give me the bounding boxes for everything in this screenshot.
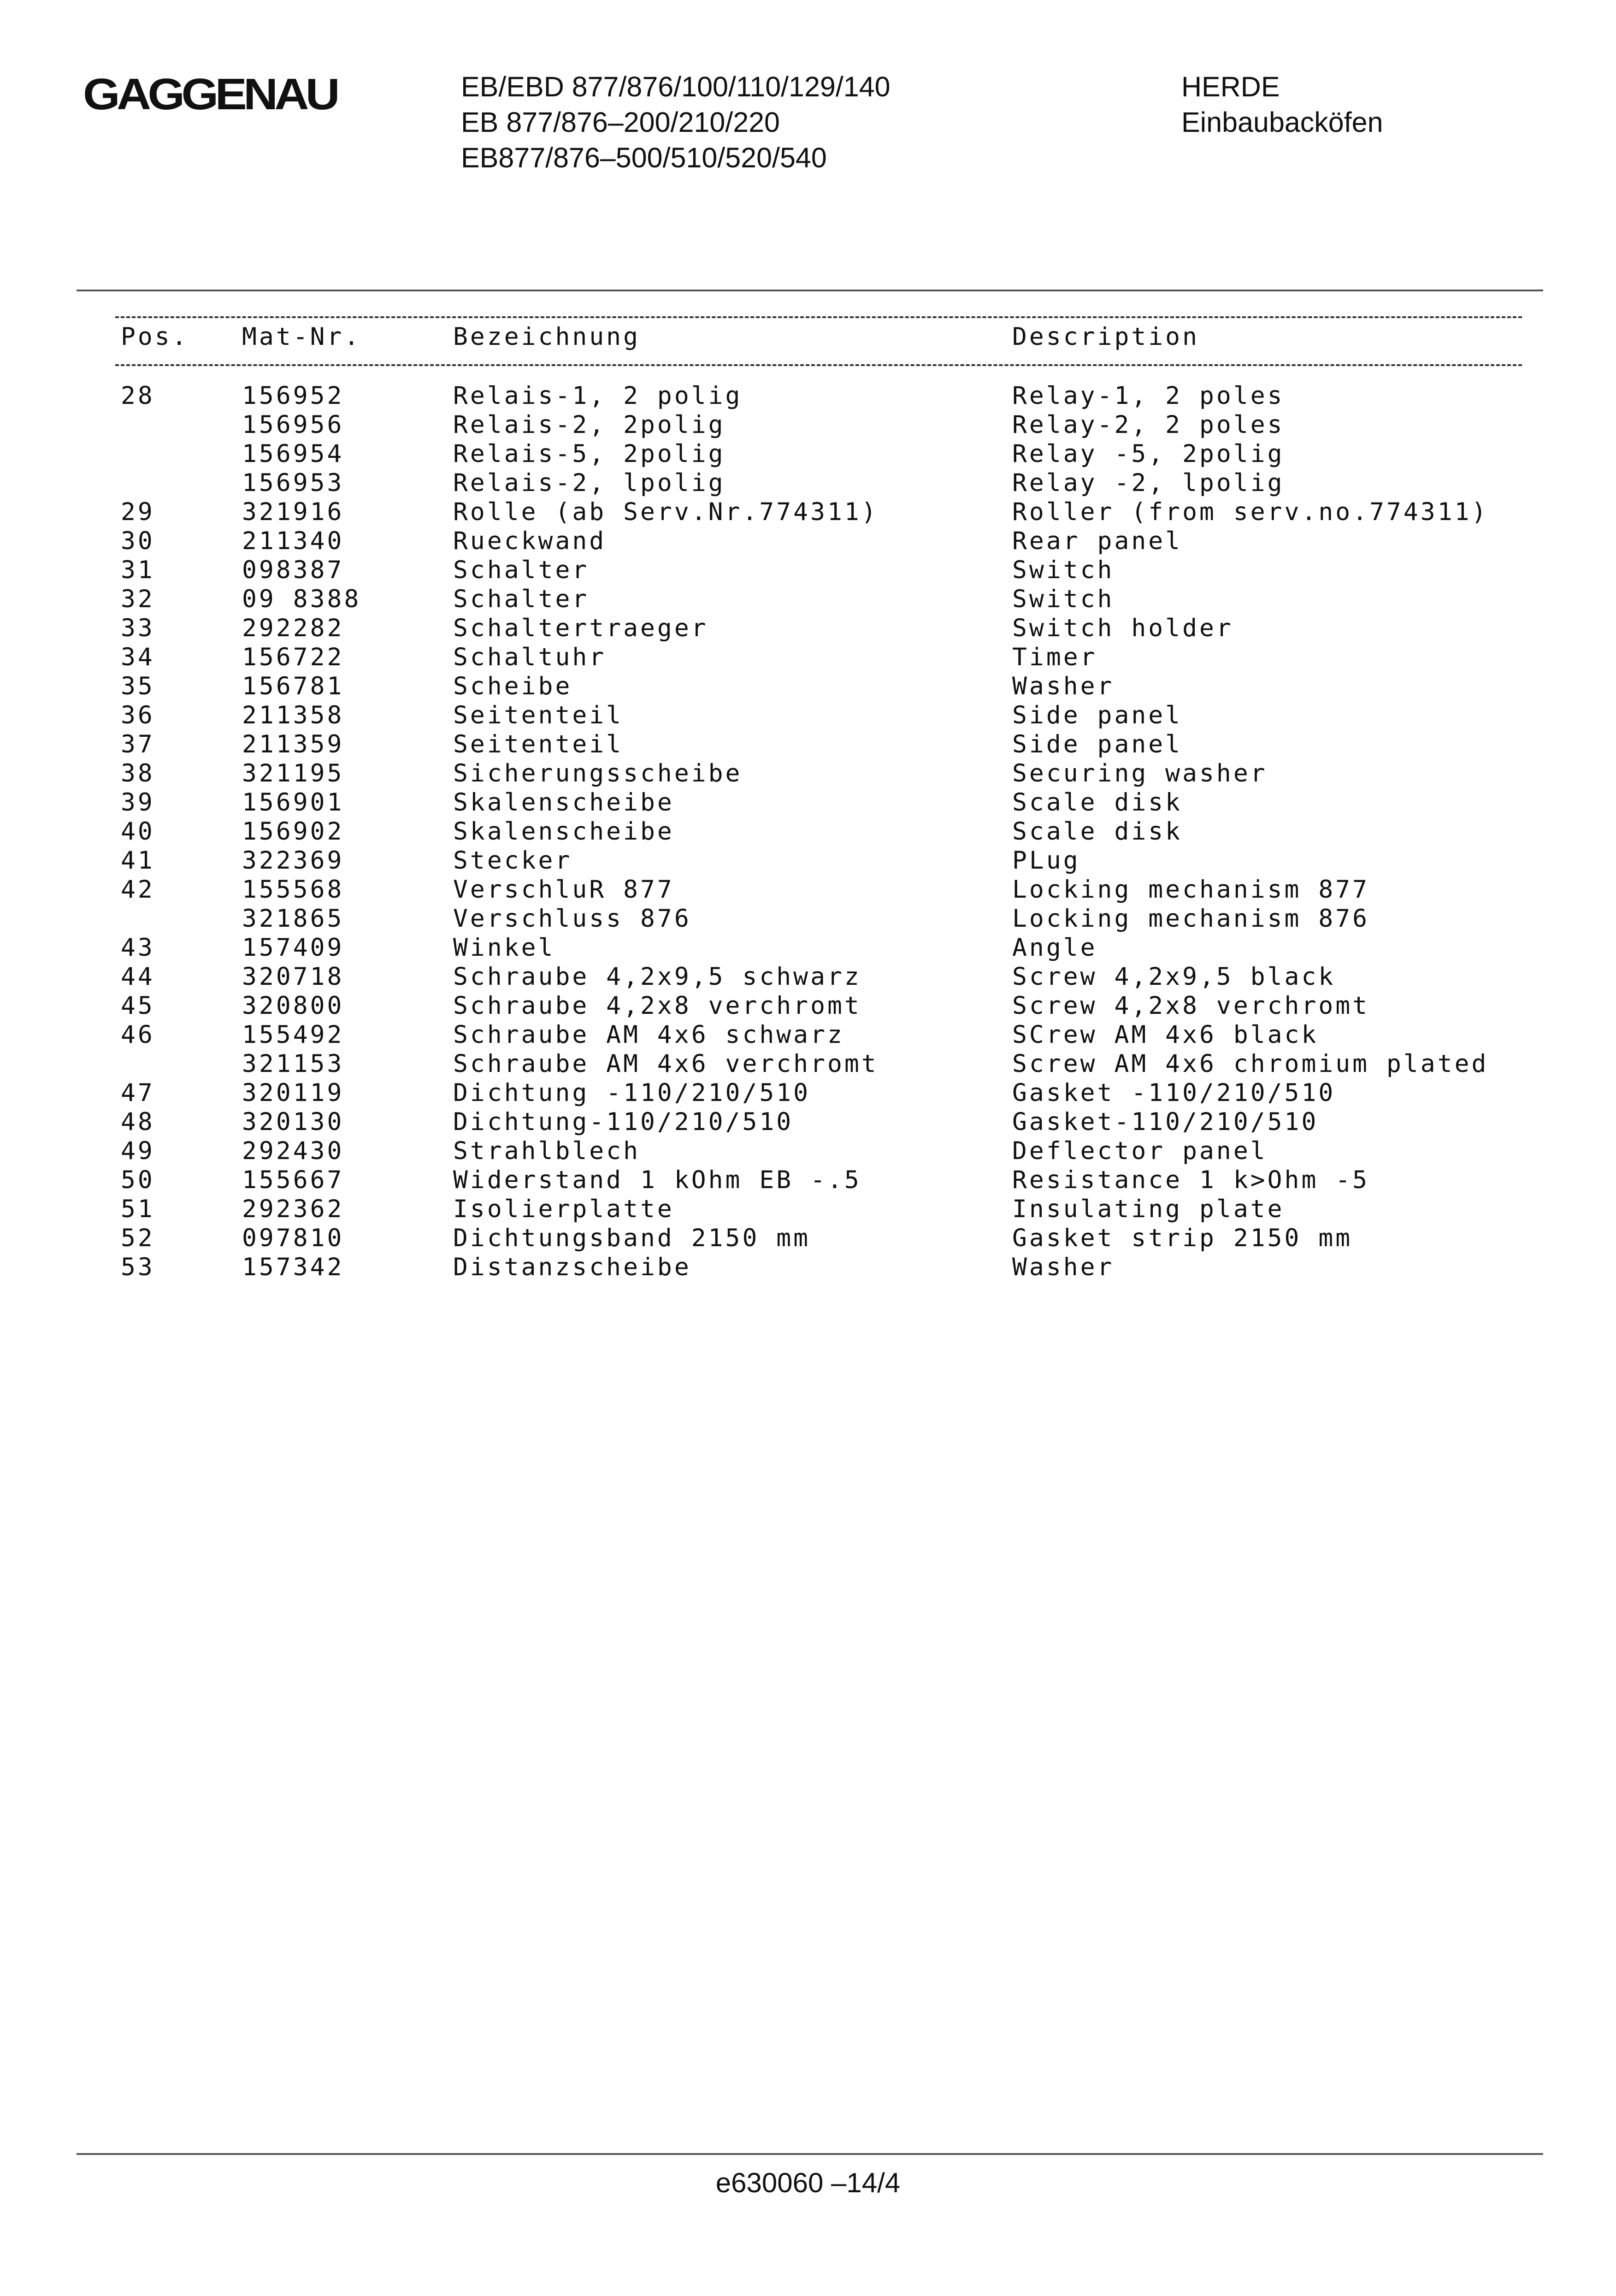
cell-description: Locking mechanism 876 <box>1012 905 1370 933</box>
cell-mat-nr: 292282 <box>242 614 344 642</box>
cell-mat-nr: 320800 <box>242 992 344 1020</box>
col-header-description: Description <box>1012 323 1199 351</box>
cell-bezeichnung: Widerstand 1 kOhm EB -.5 <box>453 1166 861 1194</box>
cell-mat-nr: 098387 <box>242 556 344 584</box>
cell-pos: 51 <box>121 1195 155 1223</box>
cell-bezeichnung: Schaltuhr <box>453 643 607 671</box>
cell-description: Relay -2, lpolig <box>1012 469 1285 497</box>
cell-mat-nr: 211358 <box>242 701 344 729</box>
cell-mat-nr: 155568 <box>242 876 344 904</box>
cell-bezeichnung: Winkel <box>453 934 555 962</box>
cell-mat-nr: 155492 <box>242 1021 344 1049</box>
table-row <box>0 410 1616 439</box>
cell-description: Switch <box>1012 556 1115 584</box>
cell-bezeichnung: Dichtungsband 2150 mm <box>453 1224 811 1252</box>
category-title: HERDE <box>1181 71 1280 102</box>
table-row <box>0 672 1616 701</box>
cell-description: Washer <box>1012 672 1115 700</box>
cell-pos: 38 <box>121 759 155 787</box>
table-row <box>0 1049 1616 1078</box>
cell-bezeichnung: Distanzscheibe <box>453 1253 691 1281</box>
table-row <box>0 817 1616 846</box>
cell-mat-nr: 097810 <box>242 1224 344 1252</box>
cell-bezeichnung: Rolle (ab Serv.Nr.774311) <box>453 498 879 526</box>
cell-description: Resistance 1 k>Ohm -5 <box>1012 1166 1370 1194</box>
cell-mat-nr: 292430 <box>242 1137 344 1165</box>
cell-bezeichnung: Isolierplatte <box>453 1195 674 1223</box>
table-row <box>0 875 1616 904</box>
cell-description: Angle <box>1012 934 1097 962</box>
category-subtitle: Einbaubacköfen <box>1181 107 1383 138</box>
cell-mat-nr: 321153 <box>242 1050 344 1078</box>
cell-description: Relay -5, 2polig <box>1012 440 1285 468</box>
cell-bezeichnung: Scheibe <box>453 672 572 700</box>
cell-mat-nr: 157409 <box>242 934 344 962</box>
cell-description: PLug <box>1012 846 1080 875</box>
cell-description: Deflector panel <box>1012 1137 1268 1165</box>
cell-mat-nr: 157342 <box>242 1253 344 1281</box>
cell-bezeichnung: Schalter <box>453 585 590 613</box>
cell-mat-nr: 156956 <box>242 411 344 439</box>
table-row <box>0 1195 1616 1224</box>
cell-bezeichnung: Schraube AM 4x6 verchromt <box>453 1050 879 1078</box>
bottom-divider <box>77 2153 1543 2155</box>
cell-pos: 42 <box>121 876 155 904</box>
cell-bezeichnung: Rueckwand <box>453 527 607 555</box>
cell-pos: 34 <box>121 643 155 671</box>
table-row <box>0 759 1616 788</box>
cell-pos: 32 <box>121 585 155 613</box>
cell-mat-nr: 156902 <box>242 817 344 846</box>
table-row <box>0 701 1616 730</box>
cell-pos: 47 <box>121 1079 155 1107</box>
table-row <box>0 614 1616 643</box>
cell-description: Rear panel <box>1012 527 1183 555</box>
product-category <box>1181 69 1383 140</box>
cell-bezeichnung: Schraube AM 4x6 schwarz <box>453 1021 844 1049</box>
model-line: EB 877/876–200/210/220 <box>461 107 780 138</box>
cell-bezeichnung: Relais-2, lpolig <box>453 469 725 497</box>
cell-mat-nr: 320718 <box>242 963 344 991</box>
cell-description: Switch holder <box>1012 614 1233 642</box>
cell-description: Locking mechanism 877 <box>1012 876 1370 904</box>
table-row <box>0 991 1616 1020</box>
cell-description: Relay-1, 2 poles <box>1012 382 1285 410</box>
model-line: EB877/876–500/510/520/540 <box>461 142 827 173</box>
cell-description: Scale disk <box>1012 817 1183 846</box>
table-row <box>0 439 1616 468</box>
cell-bezeichnung: Relais-1, 2 polig <box>453 382 743 410</box>
cell-bezeichnung: Schraube 4,2x9,5 schwarz <box>453 963 861 991</box>
cell-bezeichnung: Schraube 4,2x8 verchromt <box>453 992 861 1020</box>
cell-description: Side panel <box>1012 730 1183 758</box>
cell-pos: 50 <box>121 1166 155 1194</box>
cell-description: Timer <box>1012 643 1097 671</box>
table-row <box>0 846 1616 875</box>
table-row <box>0 730 1616 759</box>
cell-mat-nr: 156954 <box>242 440 344 468</box>
cell-pos: 29 <box>121 498 155 526</box>
cell-description: Roller (from serv.no.774311) <box>1012 498 1489 526</box>
table-row <box>0 904 1616 933</box>
table-row <box>0 1253 1616 1282</box>
cell-mat-nr: 320119 <box>242 1079 344 1107</box>
cell-mat-nr: 156722 <box>242 643 344 671</box>
col-header-mat-nr: Mat-Nr. <box>242 323 361 351</box>
table-row <box>0 585 1616 614</box>
table-row <box>0 1136 1616 1166</box>
table-row <box>0 556 1616 585</box>
cell-bezeichnung: Seitenteil <box>453 701 624 729</box>
cell-pos: 31 <box>121 556 155 584</box>
cell-pos: 28 <box>121 382 155 410</box>
cell-mat-nr: 156952 <box>242 382 344 410</box>
cell-description: Gasket-110/210/510 <box>1012 1108 1319 1136</box>
cell-description: Scale disk <box>1012 788 1183 817</box>
cell-bezeichnung: Strahlblech <box>453 1137 640 1165</box>
table-row <box>0 1166 1616 1195</box>
cell-mat-nr: 155667 <box>242 1166 344 1194</box>
cell-bezeichnung: Sicherungsscheibe <box>453 759 743 787</box>
cell-mat-nr: 320130 <box>242 1108 344 1136</box>
cell-mat-nr: 292362 <box>242 1195 344 1223</box>
cell-description: Securing washer <box>1012 759 1268 787</box>
header-dashed-rule-bottom <box>115 364 1522 366</box>
cell-description: Gasket -110/210/510 <box>1012 1079 1336 1107</box>
table-row <box>0 933 1616 962</box>
table-row <box>0 643 1616 672</box>
table-row <box>0 788 1616 817</box>
cell-bezeichnung: Skalenscheibe <box>453 817 674 846</box>
cell-bezeichnung: Relais-2, 2polig <box>453 411 725 439</box>
table-row <box>0 468 1616 497</box>
table-row <box>0 527 1616 556</box>
cell-pos: 36 <box>121 701 155 729</box>
page-reference: e630060 –14/4 <box>715 2167 901 2198</box>
cell-mat-nr: 321916 <box>242 498 344 526</box>
cell-pos: 46 <box>121 1021 155 1049</box>
cell-mat-nr: 211340 <box>242 527 344 555</box>
cell-mat-nr: 322369 <box>242 846 344 875</box>
cell-pos: 41 <box>121 846 155 875</box>
cell-bezeichnung: VerschluR 877 <box>453 876 674 904</box>
cell-pos: 48 <box>121 1108 155 1136</box>
cell-pos: 53 <box>121 1253 155 1281</box>
cell-pos: 52 <box>121 1224 155 1252</box>
cell-mat-nr: 321865 <box>242 905 344 933</box>
col-header-pos: Pos. <box>121 323 189 351</box>
cell-pos: 45 <box>121 992 155 1020</box>
cell-mat-nr: 211359 <box>242 730 344 758</box>
cell-bezeichnung: Stecker <box>453 846 572 875</box>
cell-description: Gasket strip 2150 mm <box>1012 1224 1353 1252</box>
cell-pos: 33 <box>121 614 155 642</box>
cell-bezeichnung: Verschluss 876 <box>453 905 691 933</box>
cell-bezeichnung: Dichtung -110/210/510 <box>453 1079 811 1107</box>
brand-logo: GAGGENAU <box>83 70 337 119</box>
table-row <box>0 962 1616 991</box>
model-line: EB/EBD 877/876/100/110/129/140 <box>461 71 891 102</box>
table-row <box>0 497 1616 527</box>
cell-mat-nr: 156901 <box>242 788 344 817</box>
cell-description: Screw 4,2x9,5 black <box>1012 963 1336 991</box>
cell-bezeichnung: Seitenteil <box>453 730 624 758</box>
cell-pos: 37 <box>121 730 155 758</box>
table-row <box>0 1107 1616 1136</box>
cell-mat-nr: 09 8388 <box>242 585 361 613</box>
cell-description: Relay-2, 2 poles <box>1012 411 1285 439</box>
cell-pos: 30 <box>121 527 155 555</box>
col-header-bezeichnung: Bezeichnung <box>453 323 640 351</box>
cell-bezeichnung: Skalenscheibe <box>453 788 674 817</box>
cell-bezeichnung: Schaltertraeger <box>453 614 708 642</box>
cell-mat-nr: 156781 <box>242 672 344 700</box>
cell-pos: 49 <box>121 1137 155 1165</box>
cell-mat-nr: 321195 <box>242 759 344 787</box>
cell-description: Screw 4,2x8 verchromt <box>1012 992 1370 1020</box>
cell-description: SCrew AM 4x6 black <box>1012 1021 1319 1049</box>
cell-bezeichnung: Schalter <box>453 556 590 584</box>
cell-pos: 44 <box>121 963 155 991</box>
cell-bezeichnung: Dichtung-110/210/510 <box>453 1108 794 1136</box>
cell-description: Washer <box>1012 1253 1115 1281</box>
cell-description: Insulating plate <box>1012 1195 1285 1223</box>
cell-description: Side panel <box>1012 701 1183 729</box>
cell-bezeichnung: Relais-5, 2polig <box>453 440 725 468</box>
cell-pos: 35 <box>121 672 155 700</box>
top-divider <box>77 290 1543 291</box>
table-row <box>0 1078 1616 1107</box>
cell-pos: 39 <box>121 788 155 817</box>
model-list <box>461 69 891 176</box>
cell-description: Screw AM 4x6 chromium plated <box>1012 1050 1489 1078</box>
table-row <box>0 381 1616 410</box>
cell-pos: 40 <box>121 817 155 846</box>
cell-mat-nr: 156953 <box>242 469 344 497</box>
header-dashed-rule-top <box>115 316 1522 318</box>
table-row <box>0 1020 1616 1049</box>
cell-pos: 43 <box>121 934 155 962</box>
cell-description: Switch <box>1012 585 1115 613</box>
parts-table <box>0 381 1616 1282</box>
table-row <box>0 1224 1616 1253</box>
